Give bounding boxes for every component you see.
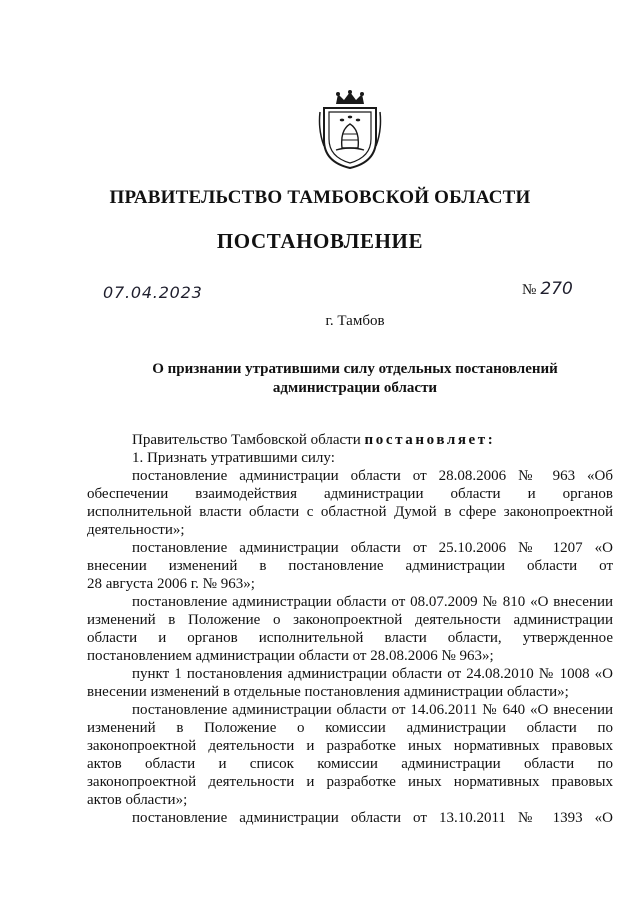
subject-line: О признании утратившими силу отдельных постановлений xyxy=(152,361,558,377)
intro-prefix: Правительство Тамбовской области xyxy=(132,432,361,448)
number-sign: № xyxy=(522,282,537,298)
item-1: 1. Признать утратившими силу: xyxy=(132,450,335,466)
body-line: области и органов исполнительной власти области, утвержденное xyxy=(87,630,613,646)
body-line: законопроектной деятельности и разработке иных нормативных правовых xyxy=(87,738,613,754)
intro-line xyxy=(132,431,495,449)
document-type-title: ПОСТАНОВЛЕНИЕ xyxy=(216,229,424,253)
body-line: обеспечении взаимодействия администрации области и органов xyxy=(87,486,613,502)
body-line: внесении изменений в постановление администрации области от xyxy=(87,558,613,574)
body-line: исполнительной власти области с областной Думой в сфере законопроектной xyxy=(87,504,613,520)
body-line: постановлением администрации области от 28.08.2006 № 963»; xyxy=(87,648,494,664)
subject-line: администрации области xyxy=(272,380,438,396)
decree-word: постановляет: xyxy=(364,432,496,448)
body-line: постановление администрации области от 13.10.2011 № 1393 «О xyxy=(132,810,613,826)
handwritten-date: 07.04.2023 xyxy=(103,283,203,302)
body-line: законопроектной деятельности и разработке иных нормативных правовых xyxy=(87,774,613,790)
body-line: актов области и список комиссии администрации области по xyxy=(87,756,613,772)
body-line: 28 августа 2006 г. № 963»; xyxy=(87,576,255,592)
body-line: постановление администрации области от 28.08.2006 № 963 «Об xyxy=(132,468,613,484)
government-title: ПРАВИТЕЛЬСТВО ТАМБОВСКОЙ ОБЛАСТИ xyxy=(109,187,531,208)
body-line: постановление администрации области от 08.07.2009 № 810 «О внесении xyxy=(132,594,613,610)
body-line: постановление администрации области от 14.06.2011 № 640 «О внесении xyxy=(132,702,613,718)
body-line: пункт 1 постановления администрации области от 24.08.2010 № 1008 «О xyxy=(132,666,613,682)
handwritten-number: 270 xyxy=(540,279,573,299)
body-line: актов области»; xyxy=(87,792,188,808)
city-label: г. Тамбов xyxy=(325,313,385,329)
body-line: изменений в Положение о законопроектной деятельности администрации xyxy=(87,612,613,628)
body-line: изменений в Положение о комиссии администрации области по xyxy=(87,720,613,736)
body-line: деятельности»; xyxy=(87,522,185,538)
body-line: постановление администрации области от 25.10.2006 № 1207 «О xyxy=(132,540,613,556)
body-line: внесении изменений в отдельные постановления администрации области»; xyxy=(87,684,569,700)
